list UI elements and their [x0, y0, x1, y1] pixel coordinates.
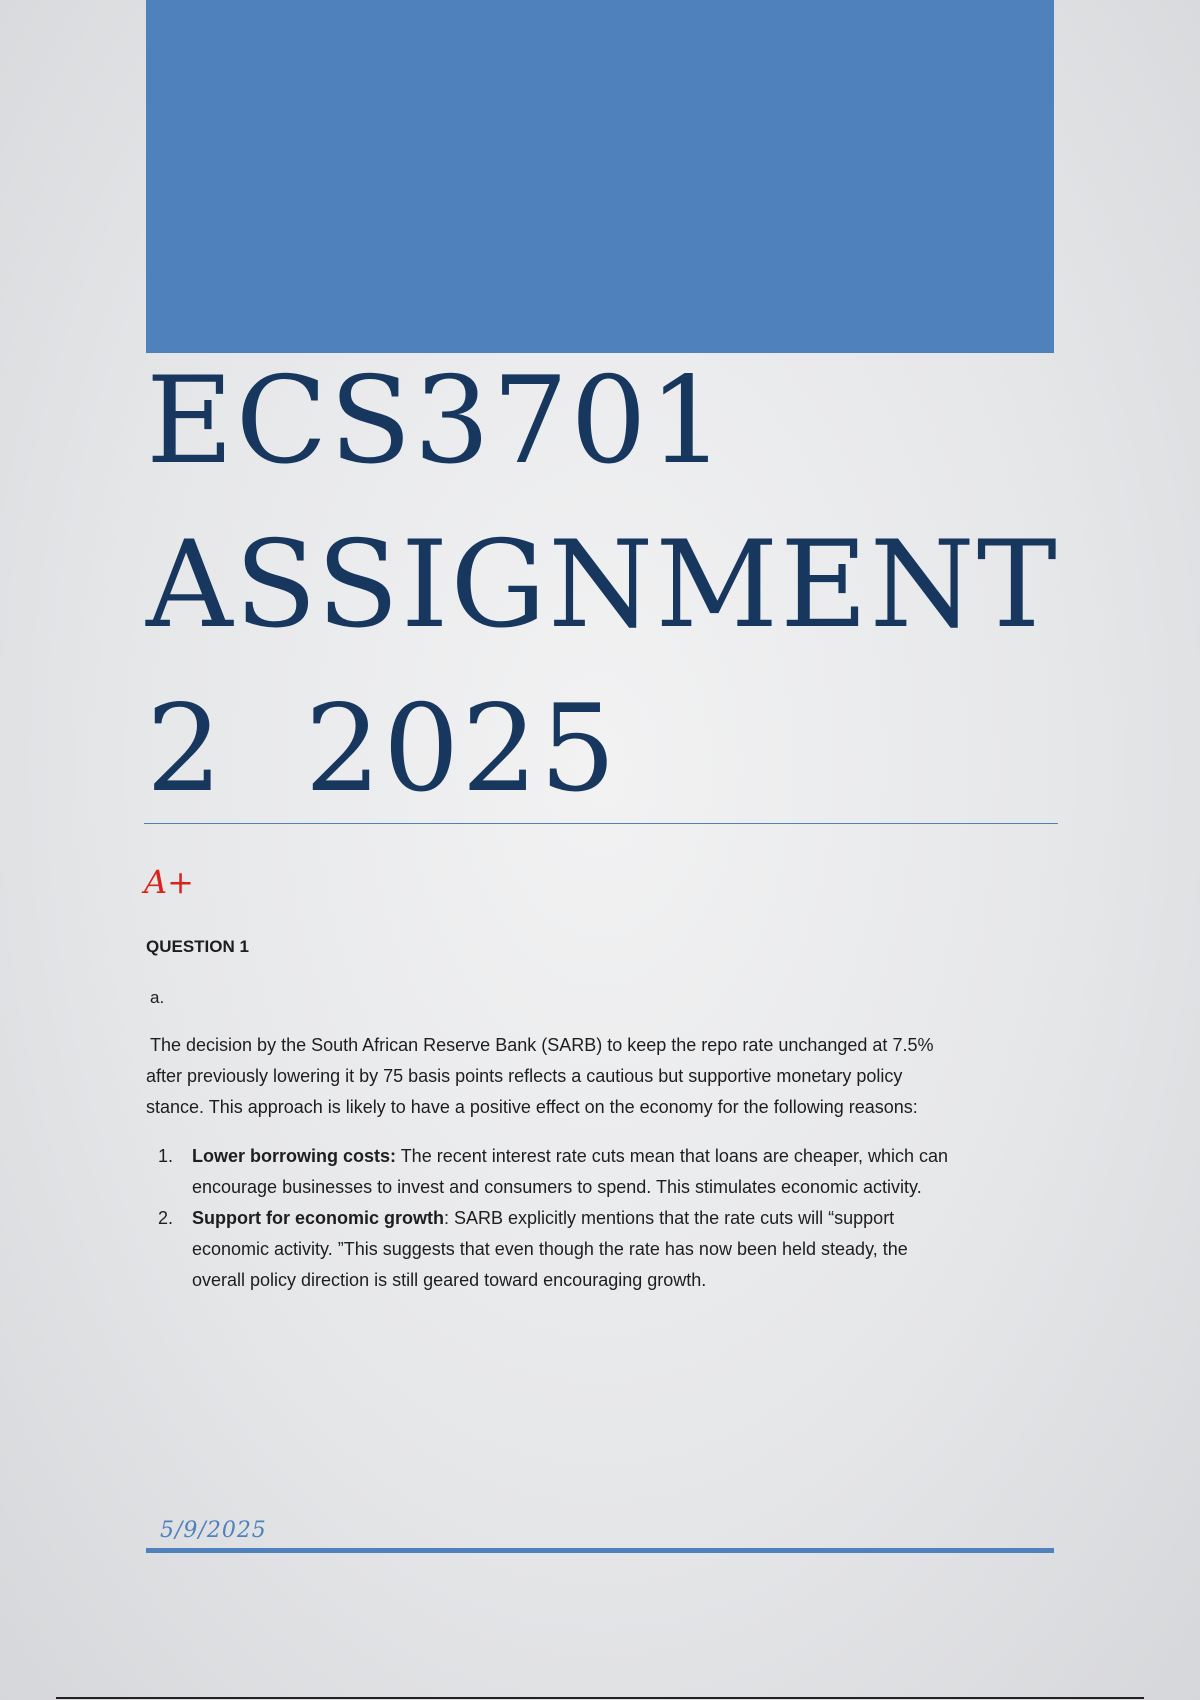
list-item-text: The recent interest rate cuts mean that loans are cheaper, which can	[396, 1146, 948, 1166]
list-item-number: 2.	[158, 1208, 174, 1228]
paragraph-line-1: The decision by the South African Reserve Bank (SARB) to keep the repo rate unchanged at 7.5%	[150, 1035, 934, 1055]
list-item-heading: Support for economic growth	[192, 1208, 444, 1228]
list-item-number: 1.	[158, 1146, 174, 1166]
paragraph-line-3: stance. This approach is likely to have a positive effect on the economy for the following reasons:	[146, 1097, 918, 1117]
list-item-text: encourage businesses to invest and consumers to spend. This stimulates economic activity.	[192, 1177, 922, 1197]
cover-date: 5/9/2025	[160, 1518, 267, 1543]
list-item-heading: Lower borrowing costs:	[192, 1146, 397, 1166]
list-item-text: : SARB explicitly mentions that the rate cuts will “support	[444, 1208, 895, 1228]
grade-label: A+	[144, 863, 194, 901]
title-line-3: 2 2025	[146, 680, 619, 819]
list-item	[146, 1141, 1046, 1203]
title-line-1: ECS3701	[146, 352, 728, 491]
paragraph-line-2: after previously lowering it by 75 basis points reflects a cautious but supportive monetary policy	[146, 1066, 903, 1086]
title-line-2: ASSIGNMENT	[146, 516, 1059, 655]
page-bottom-rule	[56, 1697, 1144, 1699]
question-section	[146, 930, 1046, 1296]
answer-paragraph	[146, 1030, 1046, 1123]
date-divider	[146, 1548, 1054, 1553]
question-sub-label: a.	[150, 988, 165, 1007]
list-item-text: overall policy direction is still geared toward encouraging growth.	[192, 1270, 707, 1290]
list-item-text: economic activity. ”This suggests that even though the rate has now been held steady, the	[192, 1239, 908, 1259]
title-divider	[144, 823, 1058, 824]
list-item	[146, 1203, 1046, 1296]
document-title	[146, 340, 1066, 832]
reasons-list	[146, 1141, 1046, 1296]
cover-color-block	[146, 0, 1054, 353]
question-heading: QUESTION 1	[146, 937, 249, 956]
